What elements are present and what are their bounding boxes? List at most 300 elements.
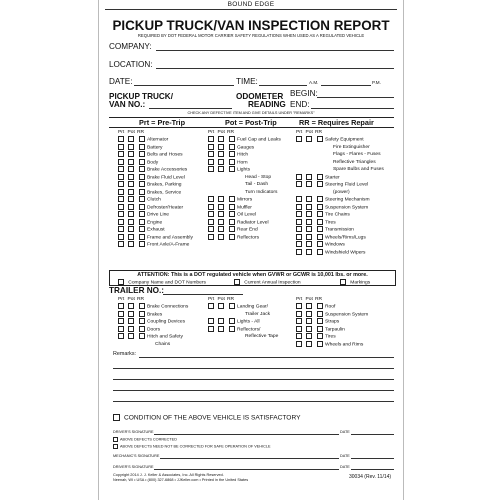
- prt-checkbox[interactable]: [296, 226, 302, 232]
- pot-checkbox[interactable]: [128, 211, 134, 217]
- item-label: Exhaust: [147, 227, 165, 233]
- item-label: Hitch: [237, 152, 249, 158]
- trailer-item-row: [118, 333, 188, 341]
- rr-checkbox[interactable]: [139, 196, 145, 202]
- date-field[interactable]: [134, 85, 234, 86]
- option-company-dot[interactable]: [118, 279, 206, 285]
- rr-checkbox[interactable]: [317, 311, 323, 317]
- truck-item-row: [118, 174, 193, 182]
- vehicle-label-1: PICKUP TRUCK/: [109, 92, 173, 101]
- pot-checkbox[interactable]: [128, 219, 134, 225]
- item-label: Head - Stop: [245, 174, 272, 180]
- prt-checkbox[interactable]: [208, 159, 214, 165]
- pot-checkbox[interactable]: [218, 151, 224, 157]
- bound-edge-label: BOUND EDGE: [227, 1, 275, 8]
- trailer-items-col-3: [296, 303, 368, 348]
- location-field[interactable]: [156, 68, 394, 69]
- prt-checkbox[interactable]: [296, 136, 302, 142]
- prt-header: Prt: [118, 130, 125, 135]
- rr-checkbox[interactable]: [317, 174, 323, 180]
- item-label: Fuel Cap and Leaks: [237, 137, 281, 143]
- pot-checkbox[interactable]: [306, 196, 312, 202]
- item-label: Frame and Assembly: [147, 234, 193, 240]
- trailer-item-row: [118, 303, 188, 311]
- prt-header: Prt: [296, 297, 303, 302]
- legend-post-trip: Pot = Post-Trip: [225, 118, 277, 127]
- rr-checkbox[interactable]: [229, 234, 235, 240]
- rr-checkbox[interactable]: [139, 211, 145, 217]
- item-label: Tarpaulin: [325, 326, 345, 332]
- odometer-label-2: READING: [248, 100, 286, 109]
- rr-checkbox[interactable]: [317, 341, 323, 347]
- remarks-line[interactable]: [113, 379, 394, 380]
- pot-checkbox[interactable]: [218, 318, 224, 324]
- rr-checkbox[interactable]: [317, 333, 323, 339]
- vehicle-number-field[interactable]: [149, 108, 232, 109]
- rr-checkbox[interactable]: [229, 196, 235, 202]
- report-title: PICKUP TRUCK/VAN INSPECTION REPORT: [112, 18, 390, 33]
- rr-checkbox[interactable]: [317, 211, 323, 217]
- rr-checkbox[interactable]: [139, 318, 145, 324]
- pot-checkbox[interactable]: [306, 226, 312, 232]
- pot-checkbox[interactable]: [128, 189, 134, 195]
- prt-checkbox[interactable]: [118, 159, 124, 165]
- prt-checkbox[interactable]: [118, 326, 124, 332]
- rr-checkbox[interactable]: [229, 303, 235, 309]
- pot-checkbox[interactable]: [218, 219, 224, 225]
- date-label: DATE:: [109, 77, 133, 86]
- rr-checkbox[interactable]: [229, 211, 235, 217]
- prt-checkbox[interactable]: [118, 174, 124, 180]
- defects-corrected-option[interactable]: [113, 437, 177, 442]
- prt-checkbox[interactable]: [296, 333, 302, 339]
- prt-checkbox[interactable]: [118, 211, 124, 217]
- date-line-1[interactable]: [351, 434, 394, 435]
- trailer-number-field[interactable]: [163, 294, 243, 295]
- truck-item-row: [118, 204, 193, 212]
- prt-checkbox[interactable]: [208, 144, 214, 150]
- rr-checkbox[interactable]: [317, 303, 323, 309]
- trailer-item-row: [208, 333, 278, 341]
- pot-checkbox[interactable]: [218, 196, 224, 202]
- truck-item-row: [118, 241, 193, 249]
- remarks-line[interactable]: [139, 357, 394, 358]
- prt-checkbox[interactable]: [118, 144, 124, 150]
- prt-checkbox[interactable]: [296, 249, 302, 255]
- date-line-2[interactable]: [351, 458, 394, 459]
- rr-checkbox[interactable]: [229, 159, 235, 165]
- item-label: Horn: [237, 159, 248, 165]
- mechanic-signature-line[interactable]: [160, 458, 339, 459]
- prt-checkbox[interactable]: [118, 219, 124, 225]
- date-label-3: DATE: [340, 465, 350, 469]
- rr-checkbox[interactable]: [229, 136, 235, 142]
- rr-checkbox[interactable]: [139, 144, 145, 150]
- item-label: Brakes, Service: [147, 189, 182, 195]
- rr-checkbox[interactable]: [229, 318, 235, 324]
- rr-checkbox[interactable]: [317, 241, 323, 247]
- pot-checkbox[interactable]: [306, 341, 312, 347]
- item-label: Brake Fluid Level: [147, 174, 185, 180]
- trailer-item-row: [118, 341, 188, 349]
- truck-item-row: [296, 226, 384, 234]
- end-label: END:: [290, 100, 310, 109]
- rr-checkbox[interactable]: [317, 226, 323, 232]
- prt-checkbox[interactable]: [208, 303, 214, 309]
- remarks-line[interactable]: [113, 401, 394, 402]
- pot-checkbox[interactable]: [306, 211, 312, 217]
- remarks-label: Remarks:: [113, 351, 137, 357]
- trailer-item-row: [296, 341, 368, 349]
- time-field[interactable]: [259, 85, 307, 86]
- pot-checkbox[interactable]: [218, 159, 224, 165]
- pot-header: Pot: [305, 130, 313, 135]
- rr-checkbox[interactable]: [139, 151, 145, 157]
- item-label: Rear End: [237, 227, 258, 233]
- pot-checkbox[interactable]: [128, 234, 134, 240]
- rr-checkbox[interactable]: [139, 326, 145, 332]
- rr-checkbox[interactable]: [139, 181, 145, 187]
- inspection-report-sheet: [98, 0, 404, 500]
- prt-checkbox[interactable]: [208, 204, 214, 210]
- item-label: Wheels and Rims: [325, 341, 364, 347]
- truck-column-2: [208, 129, 281, 241]
- item-label: Fire Extinguisher: [333, 144, 370, 150]
- truck-item-row: [296, 219, 384, 227]
- truck-item-row: [118, 159, 193, 167]
- item-label: Tire Chains: [325, 212, 350, 218]
- driver-signature-line[interactable]: [154, 434, 339, 435]
- truck-item-row: [208, 181, 281, 189]
- prt-checkbox[interactable]: [296, 341, 302, 347]
- rr-checkbox[interactable]: [317, 249, 323, 255]
- truck-item-row: [208, 196, 281, 204]
- defects-corrected-label: ABOVE DEFECTS CORRECTED: [120, 437, 177, 442]
- pot-checkbox[interactable]: [128, 136, 134, 142]
- truck-item-row: [118, 166, 193, 174]
- prt-checkbox[interactable]: [118, 303, 124, 309]
- rr-checkbox[interactable]: [229, 151, 235, 157]
- pot-checkbox[interactable]: [128, 226, 134, 232]
- item-label: Landing Gear/: [237, 304, 268, 310]
- truck-item-row: [296, 211, 384, 219]
- prt-checkbox[interactable]: [118, 234, 124, 240]
- prt-checkbox[interactable]: [208, 166, 214, 172]
- address-text: Neenah, WI • USA • (800) 327-6868 • JJKeller.com • Printed in the United States: [113, 478, 249, 482]
- pot-checkbox[interactable]: [128, 159, 134, 165]
- pot-checkbox[interactable]: [218, 204, 224, 210]
- rr-checkbox[interactable]: [139, 189, 145, 195]
- item-label: Hitch and Safety: [147, 334, 183, 340]
- prt-checkbox[interactable]: [296, 326, 302, 332]
- pot-checkbox[interactable]: [306, 181, 312, 187]
- attention-text: ATTENTION: This is a DOT regulated vehicle when GVWR or GCWR is 10,001 lbs. or more.: [137, 272, 368, 278]
- remarks-line[interactable]: [113, 390, 394, 391]
- prt-checkbox[interactable]: [208, 211, 214, 217]
- truck-item-row: [118, 136, 193, 144]
- rr-checkbox[interactable]: [317, 181, 323, 187]
- rr-checkbox[interactable]: [229, 219, 235, 225]
- item-label: Lights - All: [237, 319, 260, 325]
- rr-checkbox[interactable]: [139, 241, 145, 247]
- prt-checkbox[interactable]: [208, 234, 214, 240]
- pot-checkbox[interactable]: [306, 136, 312, 142]
- pot-checkbox[interactable]: [128, 318, 134, 324]
- item-label: Brakes: [147, 311, 163, 317]
- prt-checkbox[interactable]: [118, 204, 124, 210]
- option-annual-inspection[interactable]: [234, 279, 301, 285]
- rr-checkbox[interactable]: [317, 204, 323, 210]
- pot-checkbox[interactable]: [128, 174, 134, 180]
- item-label: Starter: [325, 174, 340, 180]
- truck-item-row: [208, 204, 281, 212]
- prt-checkbox[interactable]: [118, 311, 124, 317]
- begin-label: BEGIN:: [290, 89, 318, 98]
- rr-header: RR: [315, 297, 323, 302]
- item-label: Straps: [325, 319, 340, 325]
- prt-checkbox[interactable]: [208, 196, 214, 202]
- company-label: COMPANY:: [109, 42, 152, 51]
- condition-satisfactory[interactable]: [113, 414, 300, 421]
- item-label: Mirrors: [237, 197, 253, 203]
- rr-checkbox[interactable]: [139, 166, 145, 172]
- pot-checkbox[interactable]: [128, 166, 134, 172]
- time-field-2[interactable]: [321, 85, 371, 86]
- remarks-line[interactable]: [113, 368, 394, 369]
- trailer-column-1: [118, 296, 188, 348]
- pot-checkbox[interactable]: [306, 311, 312, 317]
- pot-checkbox[interactable]: [306, 249, 312, 255]
- rr-header: RR: [137, 130, 145, 135]
- rr-checkbox[interactable]: [317, 234, 323, 240]
- rr-checkbox[interactable]: [139, 311, 145, 317]
- date-line-3[interactable]: [351, 469, 394, 470]
- prt-checkbox[interactable]: [296, 204, 302, 210]
- truck-items-col-1: [118, 136, 193, 249]
- company-field[interactable]: [156, 50, 394, 51]
- prt-checkbox[interactable]: [208, 136, 214, 142]
- driver-signature-label: DRIVER'S SIGNATURE: [113, 430, 154, 434]
- item-label: Trailer Jack: [245, 311, 271, 317]
- prt-checkbox[interactable]: [118, 196, 124, 202]
- pot-checkbox[interactable]: [306, 318, 312, 324]
- rr-checkbox[interactable]: [229, 326, 235, 332]
- item-label: Reflective Tape: [245, 334, 279, 339]
- item-label: Doors: [147, 326, 161, 332]
- prt-checkbox[interactable]: [296, 234, 302, 240]
- truck-item-row: [296, 166, 384, 174]
- prt-checkbox[interactable]: [118, 241, 124, 247]
- pot-checkbox[interactable]: [128, 144, 134, 150]
- pot-checkbox[interactable]: [218, 226, 224, 232]
- rr-checkbox[interactable]: [229, 144, 235, 150]
- rr-checkbox[interactable]: [139, 333, 145, 339]
- pot-checkbox[interactable]: [128, 151, 134, 157]
- prt-checkbox[interactable]: [118, 151, 124, 157]
- truck-item-row: [208, 211, 281, 219]
- pot-checkbox[interactable]: [306, 326, 312, 332]
- truck-item-row: [118, 151, 193, 159]
- item-label: Brakes, Parking: [147, 182, 182, 188]
- rr-checkbox[interactable]: [139, 174, 145, 180]
- rr-checkbox[interactable]: [139, 136, 145, 142]
- item-label: Muffler: [237, 204, 252, 210]
- item-label: Steering Fluid Level: [325, 182, 369, 188]
- item-label: (power): [333, 189, 350, 195]
- pot-header: Pot: [217, 130, 225, 135]
- item-label: Wheels/Rims/Lugs: [325, 234, 366, 240]
- truck-item-row: [118, 234, 193, 242]
- pot-checkbox[interactable]: [306, 174, 312, 180]
- truck-item-row: [208, 189, 281, 197]
- date-label-1: DATE: [340, 430, 350, 434]
- pot-checkbox[interactable]: [306, 234, 312, 240]
- prt-checkbox[interactable]: [118, 226, 124, 232]
- pot-checkbox[interactable]: [218, 326, 224, 332]
- pot-checkbox[interactable]: [306, 333, 312, 339]
- rr-checkbox[interactable]: [317, 318, 323, 324]
- item-label: Tires: [325, 334, 336, 340]
- pot-checkbox[interactable]: [128, 326, 134, 332]
- form-number: 30034 (Rev. 11/14): [349, 474, 392, 480]
- pot-checkbox[interactable]: [306, 241, 312, 247]
- condition-label: CONDITION OF THE ABOVE VEHICLE IS SATISFACTORY: [124, 414, 301, 422]
- truck-item-row: [118, 219, 193, 227]
- prt-checkbox[interactable]: [208, 318, 214, 324]
- rr-checkbox[interactable]: [229, 166, 235, 172]
- option-markings[interactable]: [340, 279, 370, 285]
- prt-checkbox[interactable]: [118, 333, 124, 339]
- truck-item-row: [118, 189, 193, 197]
- item-label: Transmission: [325, 227, 354, 233]
- option-label: Markings: [350, 280, 371, 286]
- item-label: Clutch: [147, 197, 161, 203]
- odometer-label-1: ODOMETER: [236, 92, 284, 101]
- pot-checkbox[interactable]: [306, 204, 312, 210]
- column-headers: [296, 129, 384, 136]
- truck-item-row: [208, 151, 281, 159]
- pot-checkbox[interactable]: [128, 303, 134, 309]
- rr-checkbox[interactable]: [317, 136, 323, 142]
- pot-checkbox[interactable]: [218, 144, 224, 150]
- item-label: Windshield Wipers: [325, 249, 366, 255]
- trailer-item-row: [208, 318, 278, 326]
- rr-checkbox[interactable]: [139, 226, 145, 232]
- pot-header: Pot: [127, 130, 135, 135]
- defects-not-corrected-option[interactable]: [113, 444, 271, 449]
- prt-checkbox[interactable]: [118, 189, 124, 195]
- pot-checkbox[interactable]: [218, 136, 224, 142]
- rr-checkbox[interactable]: [229, 204, 235, 210]
- truck-item-row: [296, 196, 384, 204]
- prt-checkbox[interactable]: [118, 136, 124, 142]
- prt-checkbox[interactable]: [208, 226, 214, 232]
- rr-checkbox[interactable]: [229, 226, 235, 232]
- pot-checkbox[interactable]: [218, 234, 224, 240]
- pot-checkbox[interactable]: [128, 181, 134, 187]
- rr-checkbox[interactable]: [317, 196, 323, 202]
- pot-checkbox[interactable]: [306, 219, 312, 225]
- driver-signature-line-2[interactable]: [154, 469, 339, 470]
- prt-checkbox[interactable]: [118, 166, 124, 172]
- pot-checkbox[interactable]: [218, 211, 224, 217]
- rr-checkbox[interactable]: [139, 204, 145, 210]
- prt-checkbox[interactable]: [296, 181, 302, 187]
- prt-checkbox[interactable]: [208, 151, 214, 157]
- pot-checkbox[interactable]: [128, 241, 134, 247]
- item-label: Reflective Triangles: [333, 159, 376, 165]
- odometer-begin-field[interactable]: [317, 97, 394, 98]
- pot-checkbox[interactable]: [218, 166, 224, 172]
- pot-header: Pot: [305, 297, 313, 302]
- truck-column-3: [296, 129, 384, 256]
- truck-item-row: [296, 234, 384, 242]
- prt-checkbox[interactable]: [118, 318, 124, 324]
- item-label: Safety Equipment: [325, 137, 364, 143]
- truck-item-row: [118, 144, 193, 152]
- truck-item-row: [208, 234, 281, 242]
- trailer-item-row: [118, 326, 188, 334]
- pot-checkbox[interactable]: [306, 303, 312, 309]
- rr-checkbox[interactable]: [139, 159, 145, 165]
- item-label: Spare Bulbs and Fuses: [333, 167, 384, 172]
- pot-checkbox[interactable]: [128, 333, 134, 339]
- trailer-item-row: [296, 318, 368, 326]
- item-label: Steering Mechanism: [325, 197, 370, 203]
- item-label: Tail - Dash: [245, 182, 269, 187]
- prt-checkbox[interactable]: [208, 219, 214, 225]
- prt-checkbox[interactable]: [296, 196, 302, 202]
- pot-checkbox[interactable]: [128, 311, 134, 317]
- prt-checkbox[interactable]: [296, 241, 302, 247]
- item-label: Belts and Hoses: [147, 152, 183, 158]
- pot-checkbox[interactable]: [218, 303, 224, 309]
- prt-checkbox[interactable]: [208, 326, 214, 332]
- odometer-end-field[interactable]: [311, 108, 394, 109]
- truck-item-row: [118, 181, 193, 189]
- prt-checkbox[interactable]: [296, 219, 302, 225]
- prt-checkbox[interactable]: [296, 303, 302, 309]
- truck-column-1: [118, 129, 193, 249]
- prt-checkbox[interactable]: [118, 181, 124, 187]
- column-headers: [118, 129, 193, 136]
- column-headers: [118, 296, 188, 303]
- item-label: Brake Connections: [147, 304, 189, 310]
- rr-checkbox[interactable]: [317, 219, 323, 225]
- pot-checkbox[interactable]: [128, 196, 134, 202]
- item-label: Reflectors/: [237, 326, 261, 332]
- truck-item-row: [296, 174, 384, 182]
- rr-checkbox[interactable]: [139, 303, 145, 309]
- item-label: Engine: [147, 219, 163, 225]
- item-label: Defroster/Heater: [147, 204, 184, 210]
- date-label-2: DATE: [340, 454, 350, 458]
- pot-checkbox[interactable]: [128, 204, 134, 210]
- prt-checkbox[interactable]: [296, 311, 302, 317]
- am-label: A.M.: [309, 80, 319, 85]
- trailer-item-row: [208, 326, 278, 334]
- rr-checkbox[interactable]: [317, 326, 323, 332]
- rr-checkbox[interactable]: [139, 234, 145, 240]
- truck-items-col-2: [208, 136, 281, 241]
- rr-checkbox[interactable]: [139, 219, 145, 225]
- item-label: Radiator Level: [237, 219, 269, 225]
- prt-checkbox[interactable]: [296, 174, 302, 180]
- truck-item-row: [296, 159, 384, 167]
- prt-checkbox[interactable]: [296, 211, 302, 217]
- prt-checkbox[interactable]: [296, 318, 302, 324]
- truck-item-row: [296, 181, 384, 189]
